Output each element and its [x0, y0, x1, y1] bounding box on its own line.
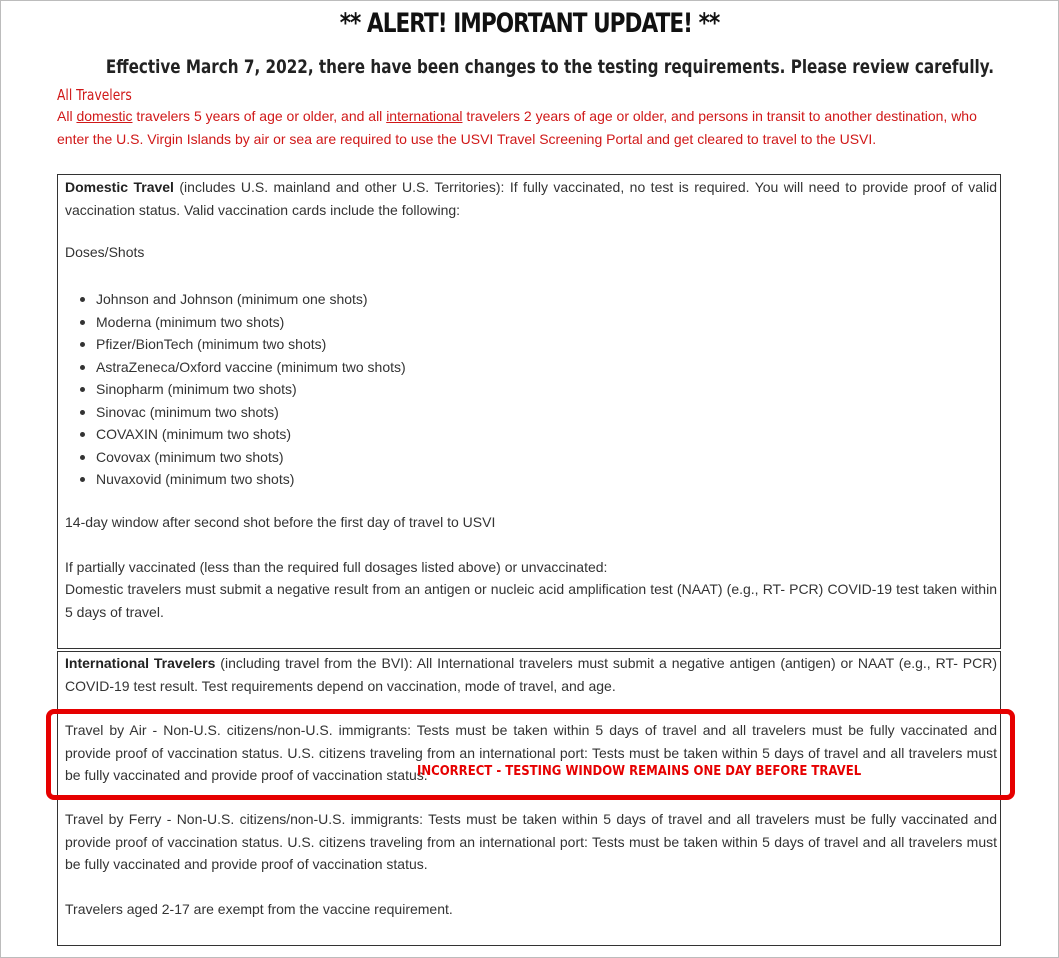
vaccine-item: Johnson and Johnson (minimum one shots)	[65, 288, 406, 311]
domestic-title: Domestic Travel	[65, 179, 174, 195]
all-travelers-text-1: All	[57, 108, 77, 124]
vaccine-item: Covovax (minimum two shots)	[65, 446, 406, 469]
travel-by-ferry-text: Travel by Ferry - Non-U.S. citizens/non-U.S. immigrants: Tests must be taken within 5 days of travel and all travelers must be fully vaccinated and provide proof of vaccination status. U.S. citizens traveling from an international port: Tests must be taken within 5 days of travel and all travelers must be fully vaccinated and provide proof of vaccination status.	[65, 811, 997, 872]
vaccine-list	[65, 288, 406, 491]
age-exemption-text: Travelers aged 2-17 are exempt from the vaccine requirement.	[65, 901, 453, 917]
doses-label: Doses/Shots	[65, 244, 145, 260]
international-intro-text: (including travel from the BVI): All International travelers must submit a negative antigen (antigen) or NAAT (e.g., RT- PCR) COVID-19 test result. Test requirements depend on vaccination, mode of travel, and age.	[65, 655, 997, 694]
partial-vaccination-text: Domestic travelers must submit a negative result from an antigen or nucleic acid amplification test (NAAT) (e.g., RT- PCR) COVID-19 test taken within 5 days of travel.	[65, 581, 997, 620]
all-travelers-heading: All Travelers	[57, 86, 132, 104]
vaccine-item: Sinopharm (minimum two shots)	[65, 378, 406, 401]
vaccine-item: COVAXIN (minimum two shots)	[65, 423, 406, 446]
domestic-link[interactable]: domestic	[76, 108, 133, 124]
vaccine-item: Moderna (minimum two shots)	[65, 311, 406, 334]
domestic-travel-box	[57, 174, 1001, 649]
alert-headline: ** ALERT! IMPORTANT UPDATE! **	[339, 8, 720, 39]
vaccine-item: Pfizer/BionTech (minimum two shots)	[65, 333, 406, 356]
partial-vaccination-heading: If partially vaccinated (less than the required full dosages listed above) or unvaccinated:	[65, 559, 608, 575]
incorrect-highlight-box	[46, 709, 1015, 800]
vaccine-item: Nuvaxovid (minimum two shots)	[65, 468, 406, 491]
domestic-intro	[65, 176, 997, 221]
vaccination-window-note: 14-day window after second shot before the first day of travel to USVI	[65, 514, 496, 530]
international-link[interactable]: international	[386, 108, 463, 124]
alert-subhead: Effective March 7, 2022, there have been changes to the testing requirements. Please review carefully.	[105, 56, 995, 78]
all-travelers-text-2: travelers 5 years of age or older, and all	[132, 108, 387, 124]
all-travelers-paragraph	[57, 105, 1007, 150]
international-title: International Travelers	[65, 655, 216, 671]
vaccine-item: AstraZeneca/Oxford vaccine (minimum two shots)	[65, 356, 406, 379]
all-travelers-text-3: travelers 2 years of age or older, and persons in transit to another destination, who enter the U.S. Virgin Islands by air or sea are required to use the USVI Travel Screening Portal and get cleared to travel to the USVI.	[57, 108, 977, 147]
travel-by-air-text: Travel by Air - Non-U.S. citizens/non-U.S. immigrants: Tests must be taken within 5 days of travel and all travelers must be fully vaccinated and provide proof of vaccination status. U.S. citizens traveling from an international port: Tests must be taken within 5 days of travel and all travelers must be fully vaccinated and provide proof of vaccination status.	[65, 722, 997, 783]
international-intro	[65, 652, 997, 697]
vaccine-item: Sinovac (minimum two shots)	[65, 401, 406, 424]
domestic-intro-text: (includes U.S. mainland and other U.S. Territories): If fully vaccinated, no test is required. You will need to provide proof of valid vaccination status. Valid vaccination cards include the following:	[65, 179, 997, 218]
incorrect-annotation: INCORRECT - TESTING WINDOW REMAINS ONE DAY BEFORE TRAVEL	[417, 764, 862, 779]
